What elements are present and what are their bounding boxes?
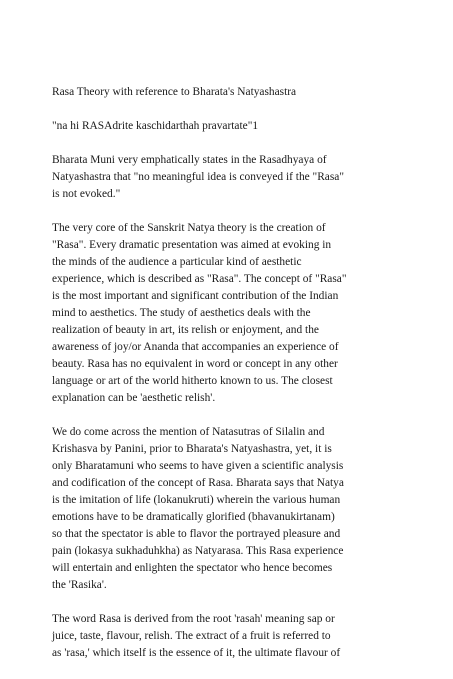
text-line: mind to aesthetics. The study of aesthetics deals with the (52, 307, 311, 319)
text-line: and codification of the concept of Rasa. Bharata says that Natya (52, 477, 344, 489)
text-line: is the imitation of life (lokanukruti) wherein the various human (52, 494, 341, 506)
text-line: juice, taste, flavour, relish. The extract of a fruit is referred to (52, 630, 331, 642)
text-line: language or art of the world hitherto known to us. The closest (52, 375, 333, 387)
text-line: is not evoked." (52, 188, 121, 200)
text-line: will entertain and enlighten the spectator who hence becomes (52, 562, 333, 574)
text-line: Bharata Muni very emphatically states in the Rasadhyaya of (52, 154, 327, 166)
text-line: beauty. Rasa has no equivalent in word or concept in any other (52, 358, 338, 370)
text-line: emotions have to be dramatically glorified (bhavanukirtanam) (52, 511, 335, 523)
text-line: as 'rasa,' which itself is the essence of it, the ultimate flavour of (52, 647, 341, 659)
document-body (52, 84, 448, 679)
text-line: "Rasa". Every dramatic presentation was aimed at evoking in (52, 239, 332, 251)
paragraph-4 (52, 611, 448, 662)
text-line: the minds of the audience a particular kind of aesthetic (52, 256, 302, 268)
text-line: explanation can be 'aesthetic relish'. (52, 392, 216, 404)
text-line: experience, which is described as "Rasa". The concept of "Rasa" (52, 273, 347, 285)
text-line: We do come across the mention of Natasutras of Silalin and (52, 426, 325, 438)
text-line: is the most important and significant contribution of the Indian (52, 290, 339, 302)
text-line: Krishasva by Panini, prior to Bharata's Natyashastra, yet, it is (52, 443, 332, 455)
text-line: awareness of joy/or Ananda that accompanies an experience of (52, 341, 339, 353)
paragraph-1 (52, 152, 448, 203)
text-line: The very core of the Sanskrit Natya theory is the creation of (52, 222, 326, 234)
text-line: realization of beauty in art, its relish or enjoyment, and the (52, 324, 319, 336)
text-line: the 'Rasika'. (52, 579, 107, 591)
text-line: The word Rasa is derived from the root 'rasah' meaning sap or (52, 613, 335, 625)
text-line: so that the spectator is able to flavor the portrayed pleasure and (52, 528, 341, 540)
paragraph-3 (52, 424, 448, 594)
document-title: Rasa Theory with reference to Bharata's Natyashastra (52, 86, 297, 98)
text-line: Natyashastra that "no meaningful idea is conveyed if the "Rasa" (52, 171, 344, 183)
text-line: only Bharatamuni who seems to have given a scientific analysis (52, 460, 344, 472)
paragraph-2 (52, 220, 448, 407)
text-line: pain (lokasya sukhaduhkha) as Natyarasa. This Rasa experience (52, 545, 344, 557)
sanskrit-quote: "na hi RASAdrite kaschidarthah pravartate"1 (52, 120, 259, 132)
